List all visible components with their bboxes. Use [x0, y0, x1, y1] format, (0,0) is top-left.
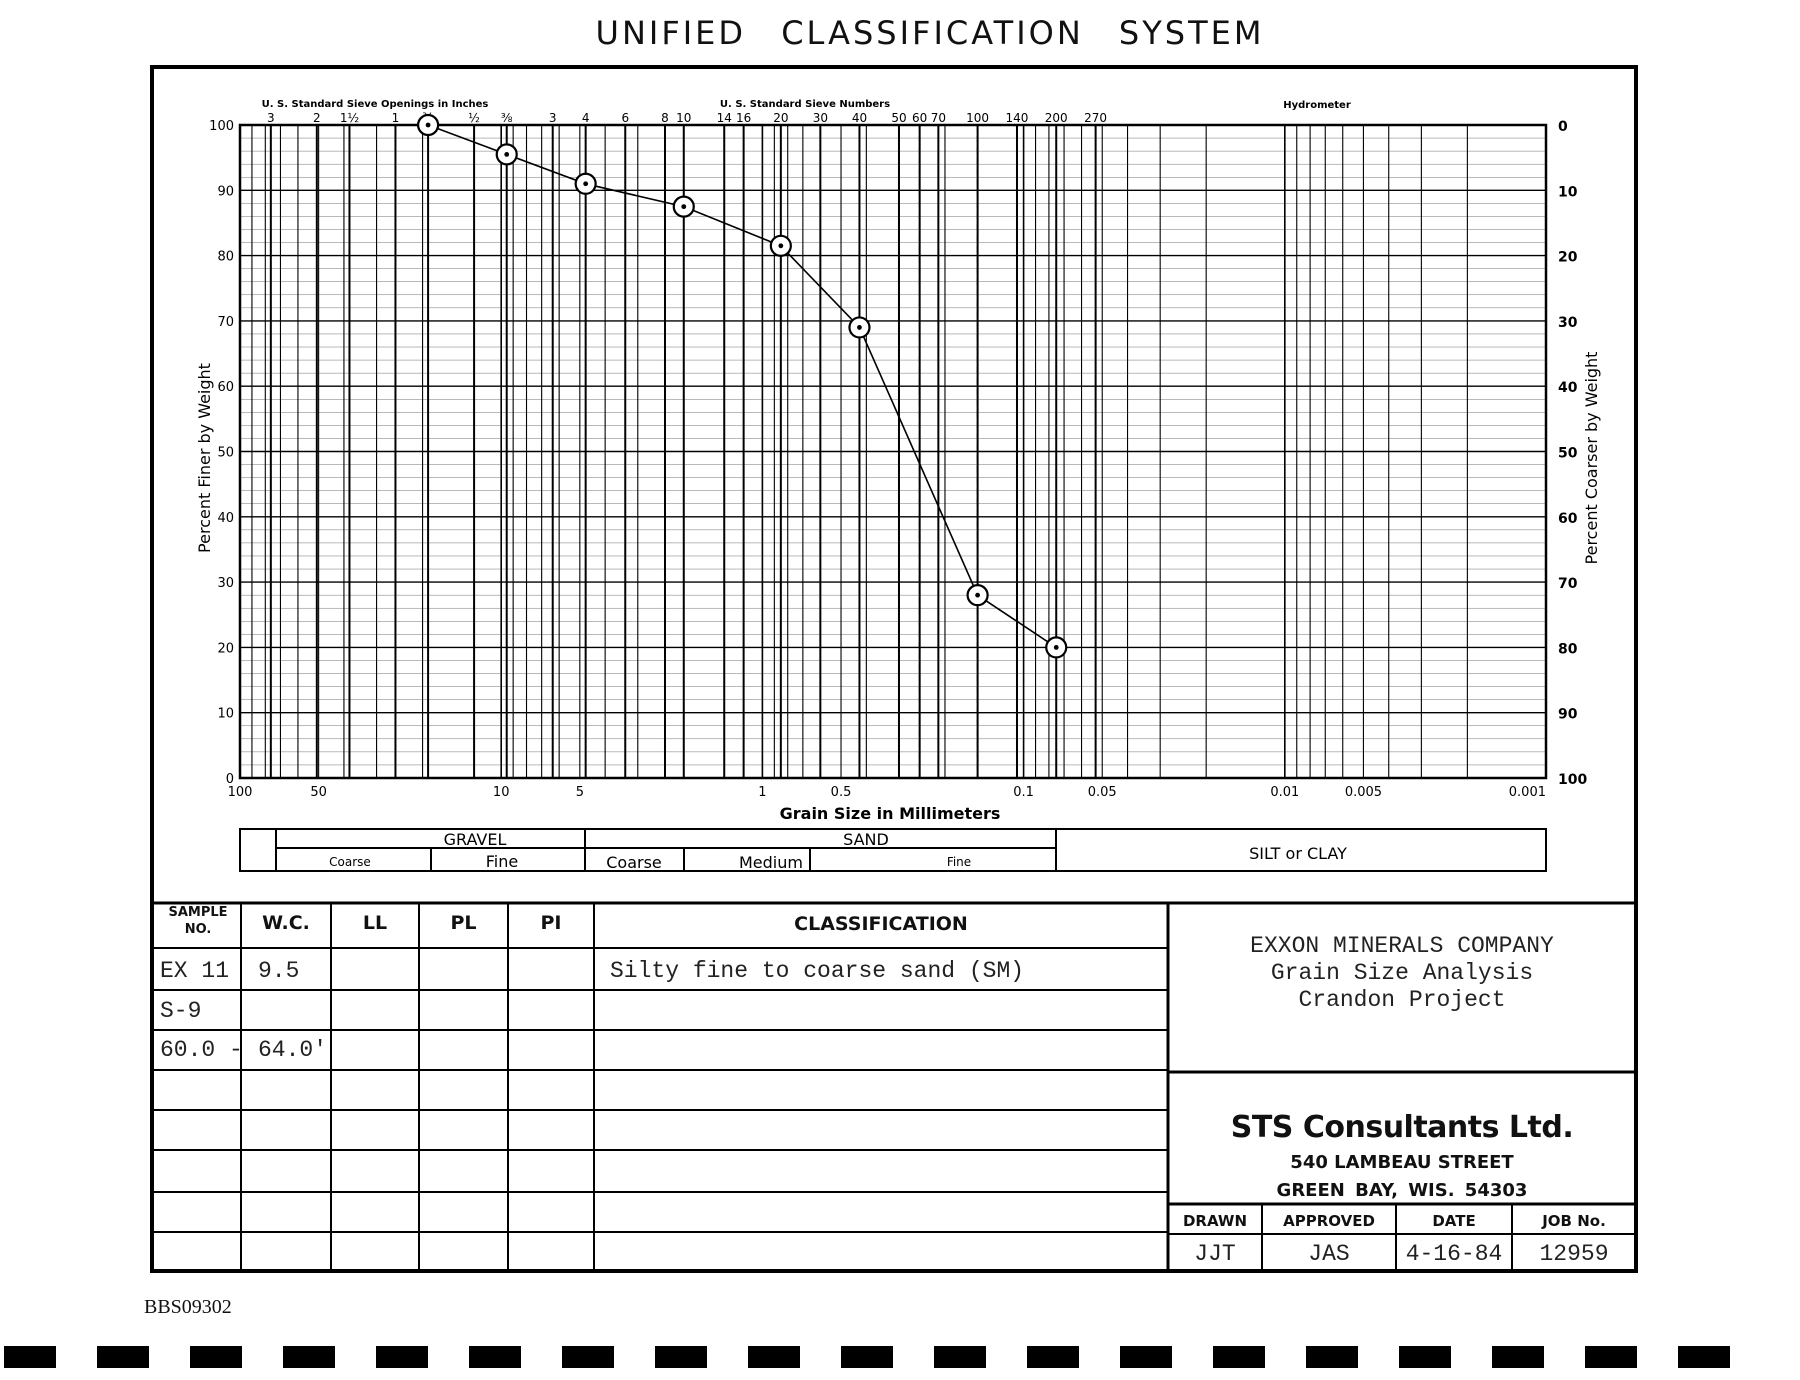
job-value: 12959 [1539, 1241, 1609, 1267]
registration-mark [1399, 1346, 1451, 1368]
sieve-label: 50 [891, 111, 907, 125]
sieve-label: 3 [267, 111, 275, 125]
y-tick-label: 10 [217, 706, 234, 722]
classification-band [240, 829, 1546, 871]
consultant-name: STS Consultants Ltd. [1230, 1110, 1574, 1145]
x-tick-label: 100 [227, 785, 253, 800]
row1-sample: EX 11 [160, 958, 230, 984]
y2-axis-label: Percent Coarser by Weight [1582, 351, 1601, 565]
sieve-label: 3 [548, 111, 557, 125]
x-tick-label: 1 [758, 785, 767, 800]
sieve-label: ⅜ [500, 111, 513, 125]
y2-tick-label: 40 [1558, 380, 1578, 397]
registration-mark [1678, 1346, 1730, 1368]
approved-value: JAS [1308, 1241, 1350, 1267]
band-sand-fine: Fine [946, 855, 972, 869]
sieve-label: 60 [912, 111, 928, 125]
y-tick-label: 50 [217, 445, 234, 461]
y2-tick-label: 60 [1558, 510, 1578, 527]
registration-mark [1306, 1346, 1358, 1368]
data-point-dot [857, 325, 862, 330]
registration-mark [190, 1346, 242, 1368]
date-value: 4-16-84 [1405, 1241, 1503, 1267]
sieve-label: 14 [716, 111, 732, 125]
registration-mark [283, 1346, 335, 1368]
registration-mark [655, 1346, 707, 1368]
header-ll: LL [362, 912, 388, 934]
band-sand-medium: Medium [739, 853, 803, 872]
y-tick-label: 60 [217, 380, 234, 396]
sieve-label: 8 [661, 111, 669, 125]
y-axis-label: Percent Finer by Weight [195, 363, 214, 553]
project-analysis: Grain Size Analysis [1270, 960, 1534, 986]
sieve-label: ½ [468, 111, 480, 125]
page-title: UNIFIED CLASSIFICATION SYSTEM [595, 14, 1265, 52]
y2-tick-label: 90 [1558, 706, 1578, 723]
project-name: Crandon Project [1298, 987, 1506, 1013]
sieve-label: 100 [966, 111, 990, 125]
sieve-label: 140 [1005, 111, 1029, 125]
x-tick-label: 50 [310, 785, 327, 800]
footer-code: BBS09302 [144, 1296, 232, 1318]
header-pl: PL [450, 912, 477, 934]
registration-mark [562, 1346, 614, 1368]
approved-label: APPROVED [1283, 1212, 1375, 1230]
x-axis-label: Grain Size in Millimeters [779, 804, 1001, 823]
sieve-label: 10 [676, 111, 692, 125]
registration-mark [934, 1346, 986, 1368]
data-point-dot [504, 152, 509, 157]
registration-mark [1585, 1346, 1637, 1368]
data-point-dot [1054, 645, 1059, 650]
chart-grid [240, 125, 1546, 778]
x-tick-label: 0.005 [1344, 785, 1383, 800]
band-sand-coarse: Coarse [606, 853, 662, 872]
row3-sample: 60.0 - [160, 1037, 243, 1063]
sieve-label: 70 [930, 111, 947, 125]
consultant-city: GREEN BAY, WIS. 54303 [1276, 1180, 1528, 1201]
sieve-label: 4 [581, 111, 590, 125]
band-gravel-coarse: Coarse [329, 855, 371, 869]
x-tick-label: 0.5 [830, 785, 852, 800]
y2-tick-label: 50 [1558, 445, 1578, 462]
y-tick-label: 90 [217, 184, 234, 200]
date-label: DATE [1432, 1212, 1476, 1230]
sieve-label: 20 [773, 111, 789, 125]
row1-classification: Silty fine to coarse sand (SM) [610, 958, 1025, 984]
project-company: EXXON MINERALS COMPANY [1250, 933, 1554, 959]
sieve-numbers-label: U. S. Standard Sieve Numbers [719, 99, 891, 110]
registration-mark [4, 1346, 56, 1368]
y2-tick-label: 20 [1558, 249, 1578, 266]
sieve-label: 40 [851, 111, 868, 125]
y-tick-label: 100 [209, 119, 234, 134]
sieve-label: 16 [735, 111, 752, 125]
y-tick-label: 70 [217, 314, 234, 330]
registration-mark [1120, 1346, 1172, 1368]
y2-tick-label: 30 [1558, 314, 1578, 331]
registration-mark [841, 1346, 893, 1368]
data-point-dot [583, 181, 588, 186]
consultant-street: 540 LAMBEAU STREET [1290, 1152, 1514, 1173]
x-tick-label: 0.1 [1013, 785, 1034, 800]
row3-wc: 64.0' [258, 1037, 328, 1063]
y2-tick-label: 100 [1558, 772, 1588, 788]
y2-tick-label: 10 [1558, 184, 1578, 201]
drawn-value: JJT [1194, 1241, 1236, 1267]
hydrometer-label: Hydrometer [1283, 100, 1351, 111]
row2-sample: S-9 [160, 998, 202, 1024]
data-point-dot [975, 593, 980, 598]
y-tick-label: 40 [217, 510, 234, 526]
job-label: JOB No. [1542, 1212, 1606, 1230]
registration-mark [97, 1346, 149, 1368]
sieve-label: 200 [1044, 111, 1068, 125]
row1-wc: 9.5 [258, 958, 300, 984]
y-tick-label: 20 [217, 641, 234, 657]
y2-tick-label: 0 [1558, 119, 1568, 135]
data-point-dot [681, 204, 686, 209]
sieve-label: 2 [313, 111, 321, 125]
registration-mark [748, 1346, 800, 1368]
x-tick-label: 0.05 [1087, 785, 1117, 800]
header-wc: W.C. [262, 912, 310, 934]
band-gravel-fine: Fine [485, 852, 519, 871]
x-tick-label: 5 [575, 785, 584, 800]
registration-mark [376, 1346, 428, 1368]
drawn-label: DRAWN [1182, 1212, 1248, 1230]
y-tick-label: 0 [225, 772, 234, 787]
x-tick-label: 0.001 [1508, 785, 1546, 800]
registration-mark [469, 1346, 521, 1368]
sieve-openings-label: U. S. Standard Sieve Openings in Inches [261, 99, 489, 110]
y2-tick-label: 80 [1558, 641, 1578, 658]
data-point-dot [426, 123, 431, 128]
sieve-label: 270 [1084, 111, 1108, 125]
registration-mark [1027, 1346, 1079, 1368]
band-gravel: GRAVEL [443, 830, 507, 849]
header-sample-no: SAMPLE NO. [168, 905, 228, 937]
header-pi: PI [540, 912, 562, 934]
sieve-label: 1 [391, 111, 400, 125]
y2-tick-label: 70 [1558, 576, 1578, 593]
y-tick-label: 80 [217, 249, 234, 265]
x-tick-label: 0.01 [1270, 785, 1300, 800]
header-classification: CLASSIFICATION [794, 913, 968, 935]
registration-mark [1213, 1346, 1265, 1368]
sieve-label: 30 [812, 111, 828, 125]
sieve-label: 6 [621, 111, 630, 125]
band-silt-clay: SILT or CLAY [1249, 844, 1347, 863]
sieve-label: 1½ [339, 111, 360, 125]
registration-mark [1492, 1346, 1544, 1368]
x-tick-label: 10 [492, 785, 510, 800]
data-point-dot [778, 243, 783, 248]
band-sand: SAND [843, 830, 889, 849]
y-tick-label: 30 [217, 576, 234, 592]
